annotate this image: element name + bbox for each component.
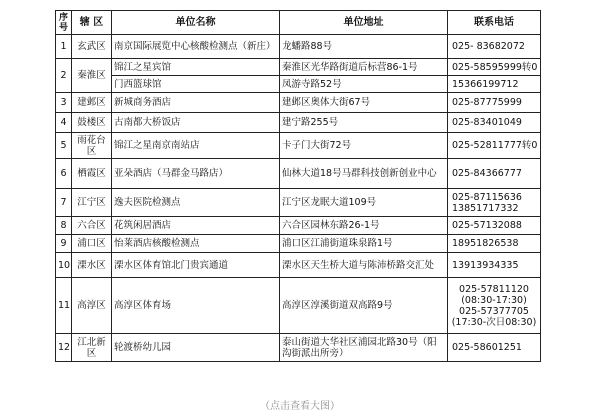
row-no: 10	[56, 253, 72, 278]
view-larger-caption[interactable]: （点击查看大图）	[260, 401, 340, 412]
header-unit-name: 单位名称	[112, 11, 280, 35]
row-no: 9	[56, 235, 72, 253]
row-unit-name: 新城商务酒店	[112, 93, 280, 113]
row-address: 凤游寺路52号	[280, 76, 448, 93]
row-unit-name: 高淳区体育场	[112, 278, 280, 334]
row-unit-name: 轮渡桥幼儿园	[112, 334, 280, 362]
row-unit-name: 古南都大桥饭店	[112, 113, 280, 133]
row-unit-name: 逸夫医院检测点	[112, 189, 280, 217]
row-phone: 025-52811777转0	[448, 133, 541, 159]
row-unit-name: 亚朵酒店（马群金马路店）	[112, 159, 280, 189]
row-district: 江宁区	[72, 189, 112, 217]
row-unit-name: 花筑闲居酒店	[112, 217, 280, 235]
table-row	[56, 159, 541, 189]
table-row	[56, 113, 541, 133]
row-district: 六合区	[72, 217, 112, 235]
row-phone: 18951826538	[448, 235, 541, 253]
row-district: 江北新区	[72, 334, 112, 362]
row-district: 鼓楼区	[72, 113, 112, 133]
row-no: 7	[56, 189, 72, 217]
row-address: 仙林大道18号马群科技创新创业中心	[280, 159, 448, 189]
row-unit-name: 南京国际展览中心核酸检测点（新庄）	[112, 35, 280, 59]
row-address: 龙蟠路88号	[280, 35, 448, 59]
table-row	[56, 76, 541, 93]
row-address: 溧水区天生桥大道与陈沛桥路交汇处	[280, 253, 448, 278]
table-row	[56, 59, 541, 76]
table-row	[56, 278, 541, 334]
table-row	[56, 35, 541, 59]
row-no: 1	[56, 35, 72, 59]
row-address: 建邺区奥体大街67号	[280, 93, 448, 113]
row-district: 建邺区	[72, 93, 112, 113]
row-no: 6	[56, 159, 72, 189]
row-no: 11	[56, 278, 72, 334]
table-row	[56, 217, 541, 235]
table-row	[56, 253, 541, 278]
row-unit-name: 锦江之星南京南站店	[112, 133, 280, 159]
table-row	[56, 189, 541, 217]
row-phone: 025- 83682072	[448, 35, 541, 59]
row-phone: 025-87775999	[448, 93, 541, 113]
row-phone: 025-57811120 (08:30-17:30) 025-57377705 (17:30-次日08:30)	[448, 278, 541, 334]
row-no: 12	[56, 334, 72, 362]
row-unit-name: 锦江之星宾馆	[112, 59, 280, 76]
row-phone: 025-83401049	[448, 113, 541, 133]
row-phone: 025-58595999转0	[448, 59, 541, 76]
header-no: 序号	[56, 11, 72, 35]
row-district: 溧水区	[72, 253, 112, 278]
row-address: 建宁路255号	[280, 113, 448, 133]
row-district: 秦淮区	[72, 59, 112, 93]
testing-sites-table	[55, 10, 541, 362]
row-unit-name: 怡莱酒店核酸检测点	[112, 235, 280, 253]
row-address: 六合区园林东路26-1号	[280, 217, 448, 235]
row-unit-name: 门西篮球馆	[112, 76, 280, 93]
row-no: 3	[56, 93, 72, 113]
row-unit-name: 溧水区体育馆北门贵宾通道	[112, 253, 280, 278]
row-phone: 025-87115636 13851717332	[448, 189, 541, 217]
header-address: 单位地址	[280, 11, 448, 35]
table-row	[56, 133, 541, 159]
row-address: 泰山街道大华社区浦园北路30号（阳沟街派出所旁）	[280, 334, 448, 362]
row-district: 高淳区	[72, 278, 112, 334]
row-no: 5	[56, 133, 72, 159]
row-no: 2	[56, 59, 72, 93]
row-phone: 025-84366777	[448, 159, 541, 189]
row-address: 浦口区江浦街道珠泉路1号	[280, 235, 448, 253]
row-address: 高淳区淳溪街道双高路9号	[280, 278, 448, 334]
table-row	[56, 235, 541, 253]
row-address: 秦淮区光华路街道后标营86-1号	[280, 59, 448, 76]
header-phone: 联系电话	[448, 11, 541, 35]
row-phone: 025-57132088	[448, 217, 541, 235]
row-address: 江宁区龙眠大道109号	[280, 189, 448, 217]
row-district: 玄武区	[72, 35, 112, 59]
header-district: 辖 区	[72, 11, 112, 35]
row-district: 栖霞区	[72, 159, 112, 189]
row-phone: 15366199712	[448, 76, 541, 93]
row-district: 浦口区	[72, 235, 112, 253]
row-phone: 13913934335	[448, 253, 541, 278]
row-no: 4	[56, 113, 72, 133]
row-address: 卡子门大街72号	[280, 133, 448, 159]
table-row	[56, 93, 541, 113]
row-district: 雨花台区	[72, 133, 112, 159]
row-phone: 025-58601251	[448, 334, 541, 362]
row-no: 8	[56, 217, 72, 235]
table-header-row	[56, 11, 541, 35]
table-row	[56, 334, 541, 362]
